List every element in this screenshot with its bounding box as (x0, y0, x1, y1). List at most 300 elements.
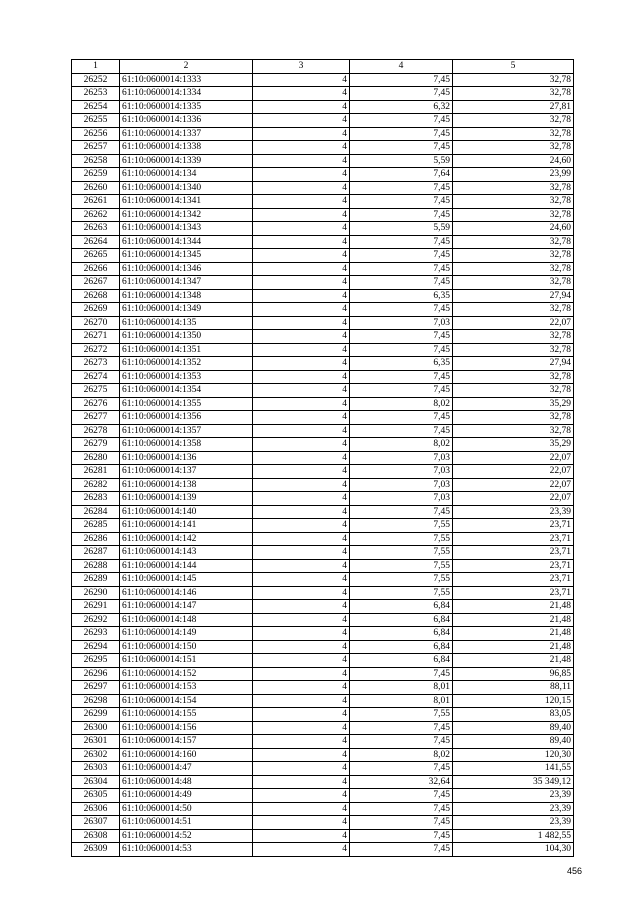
cadastral-number-cell: 61:10:0600014:147 (120, 600, 253, 614)
cadastral-number-cell: 61:10:0600014:1358 (120, 438, 253, 452)
value-cell: 35,29 (453, 438, 574, 452)
code-cell: 4 (253, 276, 350, 290)
code-cell: 4 (253, 451, 350, 465)
cadastral-number-cell: 61:10:0600014:150 (120, 640, 253, 654)
code-cell: 4 (253, 208, 350, 222)
value-cell: 23,99 (453, 168, 574, 182)
value-cell: 23,71 (453, 573, 574, 587)
cadastral-number-cell: 61:10:0600014:1353 (120, 370, 253, 384)
rate-cell: 7,55 (350, 519, 453, 533)
rate-cell: 7,55 (350, 573, 453, 587)
cadastral-number-cell: 61:10:0600014:1356 (120, 411, 253, 425)
table-row (72, 532, 574, 546)
row-number-cell: 26274 (72, 370, 120, 384)
code-cell: 4 (253, 73, 350, 87)
cadastral-number-cell: 61:10:0600014:51 (120, 816, 253, 830)
rate-cell: 7,45 (350, 181, 453, 195)
rate-cell: 7,55 (350, 559, 453, 573)
code-cell: 4 (253, 505, 350, 519)
code-cell: 4 (253, 519, 350, 533)
cadastral-number-cell: 61:10:0600014:1339 (120, 154, 253, 168)
row-number-cell: 26305 (72, 789, 120, 803)
row-number-cell: 26292 (72, 613, 120, 627)
row-number-cell: 26285 (72, 519, 120, 533)
value-cell: 22,07 (453, 316, 574, 330)
cadastral-number-cell: 61:10:0600014:156 (120, 721, 253, 735)
rate-cell: 7,55 (350, 546, 453, 560)
table-row (72, 127, 574, 141)
cadastral-number-cell: 61:10:0600014:157 (120, 735, 253, 749)
code-cell: 4 (253, 411, 350, 425)
row-number-cell: 26267 (72, 276, 120, 290)
value-cell: 120,15 (453, 694, 574, 708)
rate-cell: 7,45 (350, 370, 453, 384)
value-cell: 27,94 (453, 289, 574, 303)
cadastral-number-cell: 61:10:0600014:137 (120, 465, 253, 479)
rate-cell: 7,45 (350, 249, 453, 263)
rate-cell: 6,35 (350, 289, 453, 303)
cadastral-number-cell: 61:10:0600014:135 (120, 316, 253, 330)
table-row (72, 478, 574, 492)
code-cell: 4 (253, 384, 350, 398)
row-number-cell: 26280 (72, 451, 120, 465)
value-cell: 32,78 (453, 262, 574, 276)
table-row (72, 289, 574, 303)
cadastral-number-cell: 61:10:0600014:1350 (120, 330, 253, 344)
table-row (72, 829, 574, 843)
row-number-cell: 26281 (72, 465, 120, 479)
value-cell: 23,39 (453, 789, 574, 803)
value-cell: 22,07 (453, 492, 574, 506)
rate-cell: 7,45 (350, 195, 453, 209)
table-row (72, 600, 574, 614)
row-number-cell: 26287 (72, 546, 120, 560)
rate-cell: 7,03 (350, 478, 453, 492)
table-row (72, 222, 574, 236)
cadastral-number-cell: 61:10:0600014:1349 (120, 303, 253, 317)
cadastral-number-cell: 61:10:0600014:1355 (120, 397, 253, 411)
table-row (72, 424, 574, 438)
rate-cell: 7,45 (350, 816, 453, 830)
code-cell: 4 (253, 154, 350, 168)
row-number-cell: 26262 (72, 208, 120, 222)
code-cell: 4 (253, 532, 350, 546)
table-row (72, 168, 574, 182)
code-cell: 4 (253, 640, 350, 654)
column-header-5: 5 (453, 60, 574, 74)
rate-cell: 6,84 (350, 613, 453, 627)
rate-cell: 7,45 (350, 73, 453, 87)
row-number-cell: 26258 (72, 154, 120, 168)
code-cell: 4 (253, 586, 350, 600)
value-cell: 27,81 (453, 100, 574, 114)
code-cell: 4 (253, 235, 350, 249)
data-table (71, 59, 574, 857)
value-cell: 96,85 (453, 667, 574, 681)
table-row (72, 748, 574, 762)
cadastral-number-cell: 61:10:0600014:52 (120, 829, 253, 843)
table-row (72, 789, 574, 803)
rate-cell: 8,02 (350, 438, 453, 452)
code-cell: 4 (253, 249, 350, 263)
rate-cell: 7,45 (350, 505, 453, 519)
table-row (72, 411, 574, 425)
code-cell: 4 (253, 262, 350, 276)
table-row (72, 708, 574, 722)
cadastral-number-cell: 61:10:0600014:149 (120, 627, 253, 641)
code-cell: 4 (253, 694, 350, 708)
rate-cell: 7,45 (350, 829, 453, 843)
cadastral-number-cell: 61:10:0600014:138 (120, 478, 253, 492)
row-number-cell: 26266 (72, 262, 120, 276)
rate-cell: 7,45 (350, 114, 453, 128)
table-row (72, 451, 574, 465)
value-cell: 32,78 (453, 343, 574, 357)
table-row (72, 546, 574, 560)
page-number: 456 (567, 866, 583, 876)
row-number-cell: 26269 (72, 303, 120, 317)
value-cell: 32,78 (453, 195, 574, 209)
code-cell: 4 (253, 559, 350, 573)
row-number-cell: 26263 (72, 222, 120, 236)
table-row (72, 100, 574, 114)
table-row (72, 384, 574, 398)
rate-cell: 7,55 (350, 532, 453, 546)
rate-cell: 7,03 (350, 492, 453, 506)
table-row (72, 141, 574, 155)
rate-cell: 7,45 (350, 87, 453, 101)
row-number-cell: 26301 (72, 735, 120, 749)
table-row (72, 249, 574, 263)
table-row (72, 627, 574, 641)
code-cell: 4 (253, 775, 350, 789)
value-cell: 32,78 (453, 276, 574, 290)
row-number-cell: 26306 (72, 802, 120, 816)
code-cell: 4 (253, 613, 350, 627)
value-cell: 23,71 (453, 532, 574, 546)
code-cell: 4 (253, 654, 350, 668)
rate-cell: 6,35 (350, 357, 453, 371)
rate-cell: 7,55 (350, 708, 453, 722)
value-cell: 22,07 (453, 478, 574, 492)
row-number-cell: 26270 (72, 316, 120, 330)
table-row (72, 843, 574, 857)
table-row (72, 343, 574, 357)
value-cell: 23,71 (453, 519, 574, 533)
rate-cell: 7,64 (350, 168, 453, 182)
code-cell: 4 (253, 573, 350, 587)
rate-cell: 7,45 (350, 411, 453, 425)
row-number-cell: 26276 (72, 397, 120, 411)
rate-cell: 7,45 (350, 424, 453, 438)
code-cell: 4 (253, 843, 350, 857)
row-number-cell: 26300 (72, 721, 120, 735)
rate-cell: 7,45 (350, 208, 453, 222)
row-number-cell: 26309 (72, 843, 120, 857)
cadastral-number-cell: 61:10:0600014:47 (120, 762, 253, 776)
cadastral-number-cell: 61:10:0600014:50 (120, 802, 253, 816)
code-cell: 4 (253, 789, 350, 803)
table-row (72, 154, 574, 168)
table-row (72, 775, 574, 789)
table-row (72, 694, 574, 708)
rate-cell: 7,45 (350, 789, 453, 803)
row-number-cell: 26261 (72, 195, 120, 209)
row-number-cell: 26268 (72, 289, 120, 303)
row-number-cell: 26278 (72, 424, 120, 438)
rate-cell: 8,01 (350, 681, 453, 695)
cadastral-number-cell: 61:10:0600014:155 (120, 708, 253, 722)
value-cell: 32,78 (453, 73, 574, 87)
value-cell: 21,48 (453, 640, 574, 654)
code-cell: 4 (253, 802, 350, 816)
row-number-cell: 26260 (72, 181, 120, 195)
code-cell: 4 (253, 816, 350, 830)
header-row (72, 60, 574, 74)
cadastral-number-cell: 61:10:0600014:1347 (120, 276, 253, 290)
code-cell: 4 (253, 546, 350, 560)
cadastral-number-cell: 61:10:0600014:1344 (120, 235, 253, 249)
cadastral-number-cell: 61:10:0600014:1357 (120, 424, 253, 438)
table-row (72, 816, 574, 830)
rate-cell: 8,02 (350, 397, 453, 411)
value-cell: 32,78 (453, 303, 574, 317)
cadastral-number-cell: 61:10:0600014:1336 (120, 114, 253, 128)
cadastral-number-cell: 61:10:0600014:1351 (120, 343, 253, 357)
value-cell: 24,60 (453, 222, 574, 236)
value-cell: 32,78 (453, 330, 574, 344)
table-row (72, 573, 574, 587)
value-cell: 21,48 (453, 654, 574, 668)
rate-cell: 6,84 (350, 600, 453, 614)
row-number-cell: 26255 (72, 114, 120, 128)
cadastral-number-cell: 61:10:0600014:1334 (120, 87, 253, 101)
table-row (72, 208, 574, 222)
rate-cell: 7,45 (350, 262, 453, 276)
column-header-2: 2 (120, 60, 253, 74)
code-cell: 4 (253, 289, 350, 303)
rate-cell: 7,45 (350, 141, 453, 155)
rate-cell: 5,59 (350, 222, 453, 236)
table-row (72, 640, 574, 654)
value-cell: 21,48 (453, 613, 574, 627)
rate-cell: 7,45 (350, 735, 453, 749)
value-cell: 23,39 (453, 802, 574, 816)
row-number-cell: 26284 (72, 505, 120, 519)
row-number-cell: 26297 (72, 681, 120, 695)
code-cell: 4 (253, 735, 350, 749)
rate-cell: 7,55 (350, 586, 453, 600)
code-cell: 4 (253, 708, 350, 722)
row-number-cell: 26265 (72, 249, 120, 263)
row-number-cell: 26302 (72, 748, 120, 762)
value-cell: 35,29 (453, 397, 574, 411)
code-cell: 4 (253, 762, 350, 776)
row-number-cell: 26288 (72, 559, 120, 573)
rate-cell: 6,84 (350, 627, 453, 641)
value-cell: 83,05 (453, 708, 574, 722)
table-row (72, 762, 574, 776)
rate-cell: 7,03 (350, 316, 453, 330)
row-number-cell: 26252 (72, 73, 120, 87)
value-cell: 32,78 (453, 114, 574, 128)
value-cell: 23,71 (453, 546, 574, 560)
value-cell: 23,71 (453, 559, 574, 573)
rate-cell: 7,45 (350, 276, 453, 290)
row-number-cell: 26253 (72, 87, 120, 101)
code-cell: 4 (253, 681, 350, 695)
value-cell: 35 349,12 (453, 775, 574, 789)
value-cell: 32,78 (453, 424, 574, 438)
rate-cell: 7,45 (350, 303, 453, 317)
row-number-cell: 26295 (72, 654, 120, 668)
table-row (72, 195, 574, 209)
row-number-cell: 26303 (72, 762, 120, 776)
cadastral-number-cell: 61:10:0600014:1341 (120, 195, 253, 209)
value-cell: 32,78 (453, 370, 574, 384)
table-row (72, 114, 574, 128)
value-cell: 32,78 (453, 235, 574, 249)
table-row (72, 87, 574, 101)
row-number-cell: 26294 (72, 640, 120, 654)
row-number-cell: 26290 (72, 586, 120, 600)
cadastral-number-cell: 61:10:0600014:1340 (120, 181, 253, 195)
cadastral-number-cell: 61:10:0600014:1337 (120, 127, 253, 141)
code-cell: 4 (253, 127, 350, 141)
code-cell: 4 (253, 141, 350, 155)
cadastral-number-cell: 61:10:0600014:139 (120, 492, 253, 506)
table-row (72, 802, 574, 816)
cadastral-number-cell: 61:10:0600014:154 (120, 694, 253, 708)
table-body (72, 73, 574, 856)
rate-cell: 7,45 (350, 667, 453, 681)
cadastral-number-cell: 61:10:0600014:140 (120, 505, 253, 519)
cadastral-number-cell: 61:10:0600014:1354 (120, 384, 253, 398)
table-header (72, 60, 574, 74)
value-cell: 1 482,55 (453, 829, 574, 843)
code-cell: 4 (253, 829, 350, 843)
cadastral-number-cell: 61:10:0600014:145 (120, 573, 253, 587)
table-row (72, 303, 574, 317)
rate-cell: 5,59 (350, 154, 453, 168)
value-cell: 22,07 (453, 465, 574, 479)
value-cell: 88,11 (453, 681, 574, 695)
code-cell: 4 (253, 357, 350, 371)
table-row (72, 465, 574, 479)
value-cell: 21,48 (453, 600, 574, 614)
code-cell: 4 (253, 87, 350, 101)
table-row (72, 613, 574, 627)
cadastral-number-cell: 61:10:0600014:141 (120, 519, 253, 533)
code-cell: 4 (253, 100, 350, 114)
row-number-cell: 26304 (72, 775, 120, 789)
row-number-cell: 26283 (72, 492, 120, 506)
cadastral-number-cell: 61:10:0600014:1343 (120, 222, 253, 236)
cadastral-number-cell: 61:10:0600014:142 (120, 532, 253, 546)
value-cell: 120,30 (453, 748, 574, 762)
cadastral-number-cell: 61:10:0600014:136 (120, 451, 253, 465)
value-cell: 32,78 (453, 181, 574, 195)
rate-cell: 6,84 (350, 640, 453, 654)
code-cell: 4 (253, 627, 350, 641)
value-cell: 32,78 (453, 141, 574, 155)
value-cell: 89,40 (453, 735, 574, 749)
rate-cell: 7,45 (350, 343, 453, 357)
value-cell: 21,48 (453, 627, 574, 641)
value-cell: 141,55 (453, 762, 574, 776)
table-row (72, 721, 574, 735)
row-number-cell: 26298 (72, 694, 120, 708)
table-row (72, 667, 574, 681)
value-cell: 24,60 (453, 154, 574, 168)
cadastral-number-cell: 61:10:0600014:1333 (120, 73, 253, 87)
rate-cell: 8,02 (350, 748, 453, 762)
cadastral-number-cell: 61:10:0600014:152 (120, 667, 253, 681)
column-header-3: 3 (253, 60, 350, 74)
table-row (72, 438, 574, 452)
code-cell: 4 (253, 181, 350, 195)
row-number-cell: 26307 (72, 816, 120, 830)
code-cell: 4 (253, 343, 350, 357)
table-row (72, 519, 574, 533)
cadastral-number-cell: 61:10:0600014:153 (120, 681, 253, 695)
code-cell: 4 (253, 748, 350, 762)
cadastral-number-cell: 61:10:0600014:134 (120, 168, 253, 182)
rate-cell: 7,45 (350, 762, 453, 776)
table-row (72, 357, 574, 371)
value-cell: 32,78 (453, 127, 574, 141)
code-cell: 4 (253, 114, 350, 128)
cadastral-number-cell: 61:10:0600014:1342 (120, 208, 253, 222)
rate-cell: 7,45 (350, 384, 453, 398)
code-cell: 4 (253, 370, 350, 384)
code-cell: 4 (253, 438, 350, 452)
row-number-cell: 26257 (72, 141, 120, 155)
row-number-cell: 26264 (72, 235, 120, 249)
row-number-cell: 26275 (72, 384, 120, 398)
cadastral-number-cell: 61:10:0600014:1348 (120, 289, 253, 303)
code-cell: 4 (253, 195, 350, 209)
code-cell: 4 (253, 492, 350, 506)
row-number-cell: 26259 (72, 168, 120, 182)
cadastral-number-cell: 61:10:0600014:146 (120, 586, 253, 600)
rate-cell: 7,45 (350, 802, 453, 816)
table-row (72, 73, 574, 87)
column-header-4: 4 (350, 60, 453, 74)
code-cell: 4 (253, 424, 350, 438)
row-number-cell: 26291 (72, 600, 120, 614)
row-number-cell: 26271 (72, 330, 120, 344)
cadastral-number-cell: 61:10:0600014:143 (120, 546, 253, 560)
table-row (72, 235, 574, 249)
row-number-cell: 26277 (72, 411, 120, 425)
table-row (72, 316, 574, 330)
table-row (72, 559, 574, 573)
cadastral-number-cell: 61:10:0600014:151 (120, 654, 253, 668)
table-row (72, 654, 574, 668)
row-number-cell: 26289 (72, 573, 120, 587)
value-cell: 104,30 (453, 843, 574, 857)
cadastral-number-cell: 61:10:0600014:1338 (120, 141, 253, 155)
row-number-cell: 26273 (72, 357, 120, 371)
row-number-cell: 26272 (72, 343, 120, 357)
row-number-cell: 26286 (72, 532, 120, 546)
cadastral-number-cell: 61:10:0600014:144 (120, 559, 253, 573)
row-number-cell: 26256 (72, 127, 120, 141)
rate-cell: 7,45 (350, 127, 453, 141)
row-number-cell: 26296 (72, 667, 120, 681)
cadastral-number-cell: 61:10:0600014:49 (120, 789, 253, 803)
